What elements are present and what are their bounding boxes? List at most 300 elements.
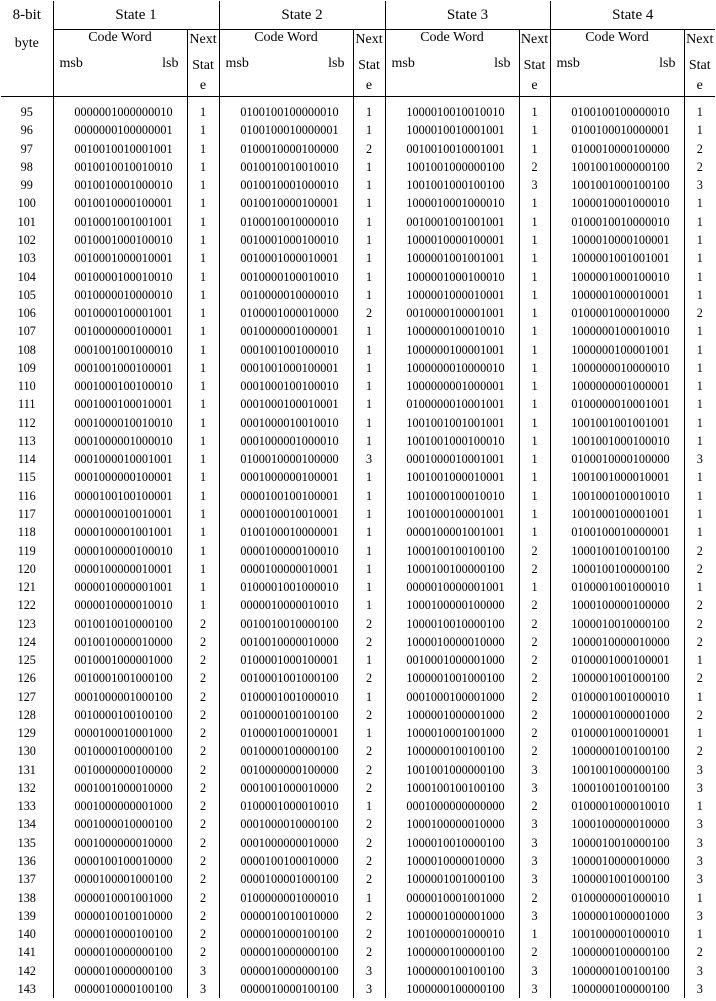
next-state-s4: 1 bbox=[684, 340, 715, 358]
byte-value: 121 bbox=[17, 580, 36, 595]
code-word-s2: 0010000100100100 bbox=[219, 706, 353, 724]
next-state-s4: 2 bbox=[684, 158, 715, 176]
table-row bbox=[1, 961, 715, 979]
next-state-s4: 2 bbox=[684, 560, 715, 578]
next-state-s2: 1 bbox=[353, 286, 385, 304]
table-row bbox=[1, 669, 715, 687]
byte-header-bottom bbox=[1, 30, 53, 97]
code-word-s4: 1000001001000100 bbox=[550, 870, 684, 888]
code-word-s1: 0000100001001001 bbox=[53, 523, 187, 541]
code-word-s4: 0100100010000001 bbox=[550, 121, 684, 139]
next-state-header bbox=[353, 30, 385, 97]
next-state-s2: 1 bbox=[353, 432, 385, 450]
next-state-s4: 1 bbox=[684, 231, 715, 249]
code-word-s2: 0000010000100100 bbox=[219, 925, 353, 943]
next-state-s2: 2 bbox=[353, 815, 385, 833]
byte-value: 125 bbox=[17, 653, 36, 668]
byte-value: 98 bbox=[20, 159, 33, 174]
next-line-2: Stat bbox=[358, 58, 380, 73]
code-word-s2: 0000100001000100 bbox=[219, 870, 353, 888]
next-state-s3: 3 bbox=[519, 176, 550, 194]
next-state-s2: 2 bbox=[353, 706, 385, 724]
table-row bbox=[1, 596, 715, 614]
table-row bbox=[1, 797, 715, 815]
table-row bbox=[1, 614, 715, 632]
next-state-s2: 2 bbox=[353, 669, 385, 687]
msb-label: msb bbox=[225, 56, 249, 72]
next-state-s4: 2 bbox=[684, 140, 715, 158]
code-word-s4: 0100001000100001 bbox=[550, 651, 684, 669]
next-state-s3: 1 bbox=[519, 249, 550, 267]
next-state-s2: 1 bbox=[353, 651, 385, 669]
next-state-s1: 1 bbox=[187, 322, 219, 340]
next-state-s2: 1 bbox=[353, 724, 385, 742]
table-row bbox=[1, 925, 715, 943]
next-state-s1: 1 bbox=[187, 176, 219, 194]
next-state-s2: 2 bbox=[353, 852, 385, 870]
next-state-s1: 1 bbox=[187, 414, 219, 432]
msb-label: msb bbox=[59, 56, 83, 72]
code-word-s4: 1000100100100100 bbox=[550, 541, 684, 559]
code-word-s3: 1000010010000100 bbox=[385, 614, 519, 632]
next-state-s1: 1 bbox=[187, 213, 219, 231]
code-word-s2: 0100001001000010 bbox=[219, 578, 353, 596]
code-word-s3: 0000100001001001 bbox=[385, 523, 519, 541]
next-state-s3: 3 bbox=[519, 815, 550, 833]
code-word-s2: 0010010010010010 bbox=[219, 158, 353, 176]
next-state-s3: 1 bbox=[519, 97, 550, 122]
byte-value: 133 bbox=[17, 799, 36, 814]
next-state-s4: 1 bbox=[684, 724, 715, 742]
next-state-s2: 1 bbox=[353, 523, 385, 541]
header-spacer bbox=[550, 80, 684, 97]
next-state-s1: 1 bbox=[187, 450, 219, 468]
code-word-s2: 0000010010010000 bbox=[219, 907, 353, 925]
msb-label: msb bbox=[556, 56, 580, 72]
code-table bbox=[1, 1, 715, 998]
table-row bbox=[1, 286, 715, 304]
code-word-s1: 0010001000010001 bbox=[53, 249, 187, 267]
code-word-s3: 0010001001001001 bbox=[385, 213, 519, 231]
code-word-s1: 0000010000001001 bbox=[53, 578, 187, 596]
code-word-s1: 0010001000100010 bbox=[53, 231, 187, 249]
code-word-s3: 1000000100100100 bbox=[385, 742, 519, 760]
code-word-s3: 0000010000001001 bbox=[385, 578, 519, 596]
code-word-s4: 0100010010000010 bbox=[550, 213, 684, 231]
table-row bbox=[1, 523, 715, 541]
next-state-s3: 1 bbox=[519, 925, 550, 943]
code-word-s2: 0100100010000001 bbox=[219, 523, 353, 541]
code-word-s3: 1000001001001001 bbox=[385, 249, 519, 267]
code-word-s3: 1000100100000100 bbox=[385, 560, 519, 578]
byte-value: 109 bbox=[17, 360, 36, 375]
code-word-s2: 0001000000100001 bbox=[219, 468, 353, 486]
code-word-s3: 1000000010000010 bbox=[385, 359, 519, 377]
code-word-s2: 0100001001000010 bbox=[219, 688, 353, 706]
next-state-header bbox=[187, 30, 219, 97]
byte-value: 129 bbox=[17, 726, 36, 741]
next-state-s3: 2 bbox=[519, 724, 550, 742]
next-state-s1: 2 bbox=[187, 907, 219, 925]
byte-value: 136 bbox=[17, 854, 36, 869]
code-word-s1: 0000010001001000 bbox=[53, 888, 187, 906]
next-state-s3: 2 bbox=[519, 651, 550, 669]
next-state-s3: 1 bbox=[519, 395, 550, 413]
byte-value: 101 bbox=[17, 214, 36, 229]
next-state-s1: 1 bbox=[187, 267, 219, 285]
next-state-s3: 1 bbox=[519, 140, 550, 158]
next-state-s3: 1 bbox=[519, 121, 550, 139]
next-state-s2: 1 bbox=[353, 797, 385, 815]
code-word-s2: 0010000000100000 bbox=[219, 761, 353, 779]
code-word-s2: 0000100100100001 bbox=[219, 487, 353, 505]
byte-value: 100 bbox=[17, 196, 36, 211]
byte-value: 140 bbox=[17, 927, 36, 942]
next-state-s1: 2 bbox=[187, 706, 219, 724]
next-state-s1: 1 bbox=[187, 340, 219, 358]
code-word-s1: 0000000100000001 bbox=[53, 121, 187, 139]
code-word-s4: 0100100100000010 bbox=[550, 97, 684, 122]
next-state-s3: 1 bbox=[519, 359, 550, 377]
next-state-s1: 1 bbox=[187, 541, 219, 559]
code-word-s2: 0000010000010010 bbox=[219, 596, 353, 614]
next-state-s4: 1 bbox=[684, 432, 715, 450]
code-word-s4: 1000000001000001 bbox=[550, 377, 684, 395]
document bbox=[1, 1, 715, 998]
code-word-s2: 0010000001000001 bbox=[219, 322, 353, 340]
table-row bbox=[1, 121, 715, 139]
next-state-s1: 1 bbox=[187, 468, 219, 486]
table-body bbox=[1, 97, 715, 999]
byte-value: 114 bbox=[17, 452, 36, 467]
table-row bbox=[1, 176, 715, 194]
next-state-s4: 3 bbox=[684, 834, 715, 852]
next-state-s3: 3 bbox=[519, 870, 550, 888]
code-word-s1: 0010001001001001 bbox=[53, 213, 187, 231]
code-word-s2: 0010010000100001 bbox=[219, 194, 353, 212]
byte-value: 124 bbox=[17, 634, 36, 649]
code-word-s4: 1000010010000100 bbox=[550, 834, 684, 852]
next-state-s4: 2 bbox=[684, 596, 715, 614]
code-word-s1: 0001000000001000 bbox=[53, 797, 187, 815]
code-word-header: Code Word bbox=[385, 30, 519, 53]
byte-value: 137 bbox=[17, 872, 36, 887]
next-state-s2: 2 bbox=[353, 834, 385, 852]
next-state-s3: 1 bbox=[519, 213, 550, 231]
table-row bbox=[1, 340, 715, 358]
table-row bbox=[1, 231, 715, 249]
code-word-s4: 1000001000001000 bbox=[550, 907, 684, 925]
table-row bbox=[1, 140, 715, 158]
code-word-s2: 0100100100000010 bbox=[219, 97, 353, 122]
code-word-s1: 0001000001000010 bbox=[53, 432, 187, 450]
next-state-s1: 1 bbox=[187, 596, 219, 614]
code-word-s3: 1000010010010010 bbox=[385, 97, 519, 122]
state-3-header: State 3 bbox=[385, 1, 550, 30]
code-word-s4: 1000010010000100 bbox=[550, 614, 684, 632]
next-state-s4: 1 bbox=[684, 213, 715, 231]
next-state-s3: 1 bbox=[519, 340, 550, 358]
byte-value: 117 bbox=[17, 506, 36, 521]
next-state-s1: 1 bbox=[187, 505, 219, 523]
code-word-s1: 0010000000100001 bbox=[53, 322, 187, 340]
next-state-s4: 1 bbox=[684, 286, 715, 304]
next-state-s4: 1 bbox=[684, 97, 715, 122]
code-word-s1: 0001001000100001 bbox=[53, 359, 187, 377]
next-state-s3: 3 bbox=[519, 834, 550, 852]
lsb-label: lsb bbox=[328, 56, 345, 72]
code-word-s4: 1000010001000010 bbox=[550, 194, 684, 212]
next-state-s4: 2 bbox=[684, 614, 715, 632]
next-state-s1: 1 bbox=[187, 377, 219, 395]
next-line-1: Next bbox=[520, 32, 549, 47]
state-2-header: State 2 bbox=[219, 1, 385, 30]
next-state-s2: 2 bbox=[353, 761, 385, 779]
next-state-s2: 3 bbox=[353, 980, 385, 998]
next-state-s4: 3 bbox=[684, 961, 715, 979]
code-word-s3: 1001001001001001 bbox=[385, 414, 519, 432]
code-word-s1: 0010000010000010 bbox=[53, 286, 187, 304]
code-word-s1: 0001000010001001 bbox=[53, 450, 187, 468]
table-row bbox=[1, 541, 715, 559]
next-state-s2: 2 bbox=[353, 742, 385, 760]
header-spacer bbox=[219, 80, 353, 97]
table-row bbox=[1, 414, 715, 432]
code-word-s4: 1000010000010000 bbox=[550, 852, 684, 870]
code-word-s2: 0000010000000100 bbox=[219, 943, 353, 961]
next-state-s4: 1 bbox=[684, 249, 715, 267]
byte-value: 108 bbox=[17, 342, 36, 357]
next-state-s1: 2 bbox=[187, 925, 219, 943]
next-state-s2: 1 bbox=[353, 267, 385, 285]
byte-value: 128 bbox=[17, 707, 36, 722]
code-word-s4: 1000001000001000 bbox=[550, 706, 684, 724]
next-state-s3: 2 bbox=[519, 669, 550, 687]
table-row bbox=[1, 651, 715, 669]
next-line-3: e bbox=[696, 78, 703, 93]
code-word-s2: 0000100010010001 bbox=[219, 505, 353, 523]
next-state-s4: 1 bbox=[684, 925, 715, 943]
table-row bbox=[1, 907, 715, 925]
next-state-s2: 2 bbox=[353, 614, 385, 632]
next-state-s1: 1 bbox=[187, 97, 219, 122]
code-word-s4: 1000001001000100 bbox=[550, 669, 684, 687]
table-row bbox=[1, 578, 715, 596]
next-state-s1: 2 bbox=[187, 688, 219, 706]
next-state-s1: 2 bbox=[187, 797, 219, 815]
byte-header-top: 8-bit bbox=[12, 6, 41, 23]
code-word-s4: 1000000100010010 bbox=[550, 322, 684, 340]
next-state-s3: 2 bbox=[519, 943, 550, 961]
code-word-s3: 1000001001000100 bbox=[385, 870, 519, 888]
code-word-s3: 1000100000100000 bbox=[385, 596, 519, 614]
next-state-s3: 3 bbox=[519, 761, 550, 779]
code-word-s1: 0001000000100001 bbox=[53, 468, 187, 486]
next-state-s4: 2 bbox=[684, 541, 715, 559]
code-word-s4: 1001000100001001 bbox=[550, 505, 684, 523]
code-word-s1: 0000010000100100 bbox=[53, 925, 187, 943]
code-word-s3: 1001001000010001 bbox=[385, 468, 519, 486]
next-state-s4: 3 bbox=[684, 907, 715, 925]
code-word-s4: 0100010000100000 bbox=[550, 450, 684, 468]
code-word-s3: 1001000100010010 bbox=[385, 487, 519, 505]
code-word-s3: 1001001000000100 bbox=[385, 158, 519, 176]
table-row bbox=[1, 249, 715, 267]
msb-lsb-header bbox=[219, 52, 353, 80]
next-state-s1: 2 bbox=[187, 651, 219, 669]
next-state-s1: 1 bbox=[187, 432, 219, 450]
next-state-s2: 2 bbox=[353, 925, 385, 943]
code-word-s1: 0001001000010000 bbox=[53, 779, 187, 797]
code-word-s3: 1000010000010000 bbox=[385, 852, 519, 870]
table-row bbox=[1, 706, 715, 724]
next-state-s3: 1 bbox=[519, 267, 550, 285]
code-word-s1: 0010000100001001 bbox=[53, 304, 187, 322]
next-state-header bbox=[684, 30, 715, 97]
code-word-s3: 1000010001001000 bbox=[385, 724, 519, 742]
code-word-s4: 1001001000100100 bbox=[550, 176, 684, 194]
code-word-s4: 1000000100000100 bbox=[550, 980, 684, 998]
next-state-s4: 1 bbox=[684, 377, 715, 395]
code-word-s2: 0000100100010000 bbox=[219, 852, 353, 870]
next-state-s2: 1 bbox=[353, 231, 385, 249]
next-state-s2: 1 bbox=[353, 121, 385, 139]
byte-value: 116 bbox=[17, 488, 36, 503]
table-row bbox=[1, 761, 715, 779]
code-word-s3: 1000001000001000 bbox=[385, 706, 519, 724]
code-word-s4: 0100010000100000 bbox=[550, 140, 684, 158]
code-word-s3: 1000010000010000 bbox=[385, 633, 519, 651]
code-word-header: Code Word bbox=[550, 30, 684, 53]
next-state-s4: 1 bbox=[684, 194, 715, 212]
code-word-s3: 1000010010001001 bbox=[385, 121, 519, 139]
table-row bbox=[1, 432, 715, 450]
code-word-s3: 0001000000000000 bbox=[385, 797, 519, 815]
next-line-1: Next bbox=[355, 32, 383, 47]
next-state-s2: 1 bbox=[353, 487, 385, 505]
byte-value: 130 bbox=[17, 744, 36, 759]
next-line-1: Next bbox=[189, 32, 217, 47]
byte-value: 134 bbox=[17, 817, 36, 832]
next-state-s4: 2 bbox=[684, 669, 715, 687]
code-word-s3: 1000100100100100 bbox=[385, 779, 519, 797]
code-word-s3: 1001001000100010 bbox=[385, 432, 519, 450]
code-word-s3: 1001000100001001 bbox=[385, 505, 519, 523]
code-word-s3: 0010001000001000 bbox=[385, 651, 519, 669]
code-word-s2: 0100001000010000 bbox=[219, 304, 353, 322]
code-word-s2: 0100001000100001 bbox=[219, 651, 353, 669]
code-word-s1: 0000100000010001 bbox=[53, 560, 187, 578]
code-word-s3: 1000010001000010 bbox=[385, 194, 519, 212]
next-state-s2: 1 bbox=[353, 596, 385, 614]
header-spacer bbox=[53, 80, 187, 97]
code-word-s4: 1000100100100100 bbox=[550, 779, 684, 797]
table-row bbox=[1, 505, 715, 523]
code-word-s1: 0010010001000010 bbox=[53, 176, 187, 194]
byte-value: 103 bbox=[17, 251, 36, 266]
code-word-s4: 0100000010001001 bbox=[550, 395, 684, 413]
next-line-3: e bbox=[365, 78, 373, 93]
code-word-s2: 0100001000100001 bbox=[219, 724, 353, 742]
table-row bbox=[1, 724, 715, 742]
next-state-s2: 1 bbox=[353, 158, 385, 176]
code-word-s4: 1000100000100000 bbox=[550, 596, 684, 614]
next-state-s3: 1 bbox=[519, 450, 550, 468]
byte-value: 113 bbox=[17, 433, 36, 448]
byte-value: 126 bbox=[17, 671, 36, 686]
next-state-s3: 2 bbox=[519, 633, 550, 651]
code-word-s2: 0000100000010001 bbox=[219, 560, 353, 578]
next-state-s4: 2 bbox=[684, 633, 715, 651]
header-spacer bbox=[385, 80, 519, 97]
table-row bbox=[1, 943, 715, 961]
code-word-s4: 1000010000010000 bbox=[550, 633, 684, 651]
table-row bbox=[1, 742, 715, 760]
msb-lsb-header bbox=[385, 52, 519, 80]
code-word-s3: 1001000001000010 bbox=[385, 925, 519, 943]
table-row bbox=[1, 779, 715, 797]
code-word-s3: 1000001000100010 bbox=[385, 267, 519, 285]
next-state-s3: 2 bbox=[519, 742, 550, 760]
next-state-s3: 1 bbox=[519, 322, 550, 340]
code-word-s4: 1000000100000100 bbox=[550, 943, 684, 961]
table-row bbox=[1, 560, 715, 578]
code-word-s1: 0000010000010010 bbox=[53, 596, 187, 614]
byte-value: 102 bbox=[17, 232, 36, 247]
next-state-s2: 2 bbox=[353, 870, 385, 888]
code-word-s4: 0100000001000010 bbox=[550, 888, 684, 906]
next-state-s3: 2 bbox=[519, 797, 550, 815]
code-word-s3: 1000010010000100 bbox=[385, 834, 519, 852]
byte-value: 97 bbox=[20, 141, 33, 156]
table-row bbox=[1, 815, 715, 833]
byte-value: 122 bbox=[17, 598, 36, 613]
code-word-s4: 1001000001000010 bbox=[550, 925, 684, 943]
next-state-s1: 2 bbox=[187, 834, 219, 852]
code-word-s4: 0100100010000001 bbox=[550, 523, 684, 541]
code-word-s1: 0010000100000100 bbox=[53, 742, 187, 760]
next-line-3: e bbox=[199, 78, 207, 93]
byte-value: 99 bbox=[20, 178, 33, 193]
code-word-s4: 1000001001001001 bbox=[550, 249, 684, 267]
next-state-s1: 2 bbox=[187, 779, 219, 797]
code-word-s1: 0010010010000100 bbox=[53, 614, 187, 632]
byte-header-label: byte bbox=[14, 35, 39, 51]
code-word-s2: 0001000001000010 bbox=[219, 432, 353, 450]
next-state-s3: 1 bbox=[519, 505, 550, 523]
next-state-s3: 2 bbox=[519, 706, 550, 724]
next-state-s1: 1 bbox=[187, 249, 219, 267]
next-state-s3: 1 bbox=[519, 468, 550, 486]
code-word-s1: 0010010010001001 bbox=[53, 140, 187, 158]
next-state-s3: 1 bbox=[519, 304, 550, 322]
next-state-s3: 1 bbox=[519, 487, 550, 505]
code-word-s3: 1000000100000100 bbox=[385, 943, 519, 961]
code-word-header: Code Word bbox=[219, 30, 353, 53]
lsb-label: lsb bbox=[494, 56, 511, 72]
code-word-s4: 1001001000010001 bbox=[550, 468, 684, 486]
msb-label: msb bbox=[391, 56, 415, 72]
code-word-s4: 0100001000010000 bbox=[550, 304, 684, 322]
next-state-s1: 1 bbox=[187, 560, 219, 578]
next-state-s3: 3 bbox=[519, 852, 550, 870]
code-word-s3: 1000100100100100 bbox=[385, 541, 519, 559]
next-state-s2: 1 bbox=[353, 688, 385, 706]
code-word-s1: 0000100010010001 bbox=[53, 505, 187, 523]
code-word-s2: 0100010010000010 bbox=[219, 213, 353, 231]
byte-value: 138 bbox=[17, 890, 36, 905]
code-word-s4: 1001001001001001 bbox=[550, 414, 684, 432]
